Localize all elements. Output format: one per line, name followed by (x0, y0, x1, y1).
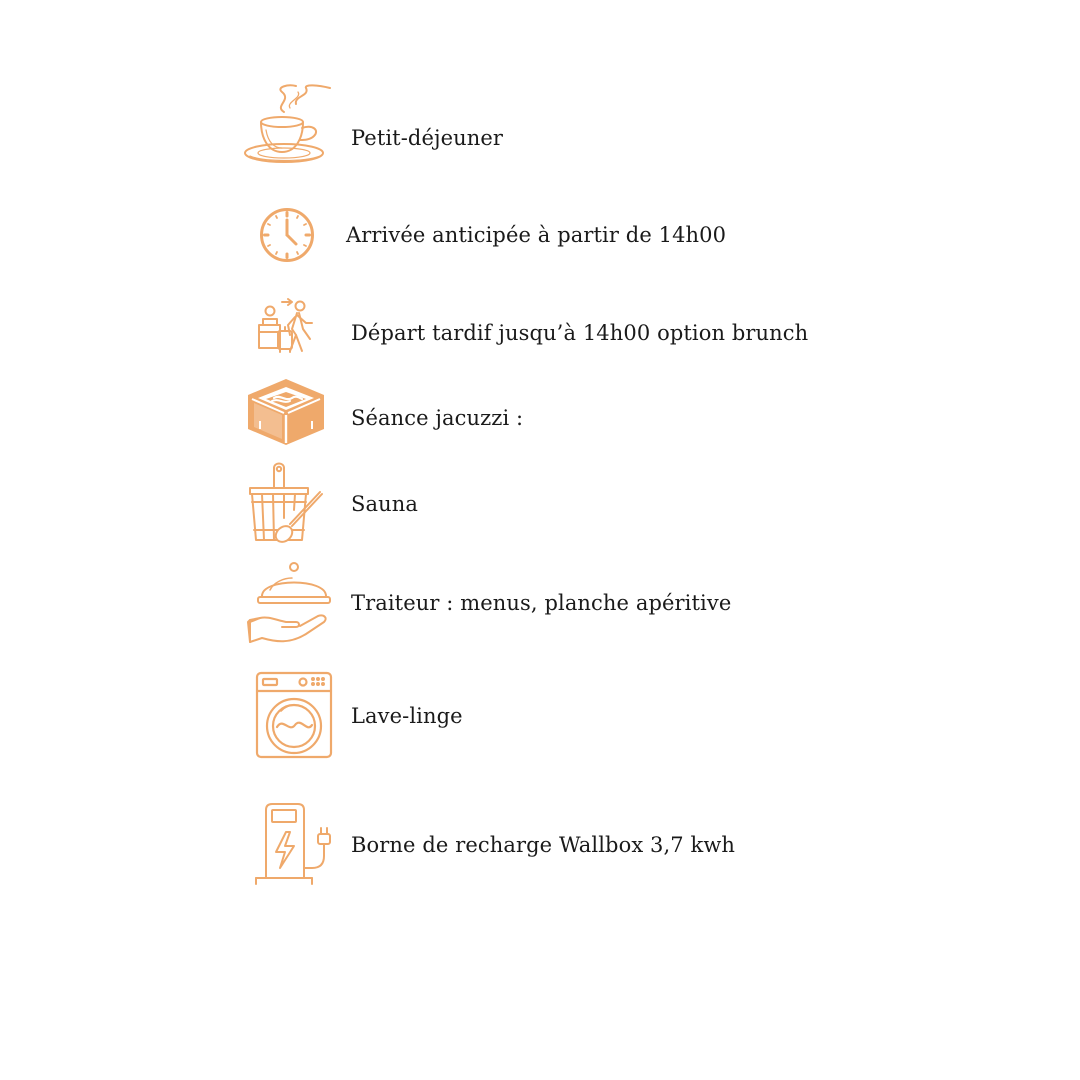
amenity-label: Séance jacuzzi : (351, 406, 524, 430)
amenity-label: Lave-linge (351, 704, 463, 728)
amenity-label: Traiteur : menus, planche apéritive (351, 591, 732, 615)
catering-cloche-icon (246, 560, 332, 646)
amenity-label: Petit-déjeuner (351, 126, 504, 150)
ev-charger-icon (254, 802, 336, 886)
sauna-bucket-icon (246, 460, 324, 546)
amenity-label: Arrivée anticipée à partir de 14h00 (346, 223, 727, 247)
checkout-walking-icon (256, 299, 316, 355)
amenity-label: Sauna (351, 492, 418, 516)
jacuzzi-icon (246, 377, 326, 447)
coffee-cup-icon (244, 82, 334, 166)
clock-icon (259, 207, 315, 263)
washing-machine-icon (255, 671, 333, 759)
amenity-label: Départ tardif jusqu’à 14h00 option brunch (351, 321, 809, 345)
amenity-label: Borne de recharge Wallbox 3,7 kwh (351, 833, 736, 857)
